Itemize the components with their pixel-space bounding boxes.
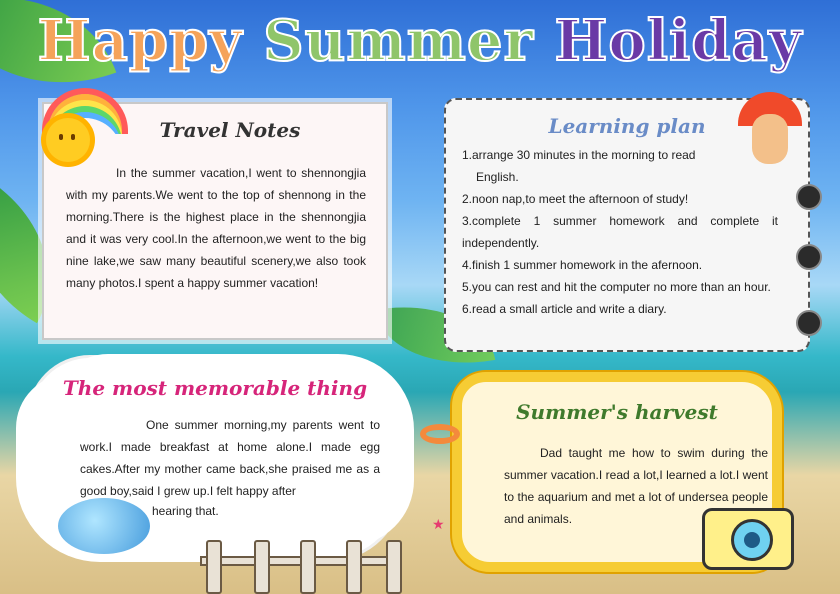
- sun-icon: [46, 118, 90, 162]
- list-item: 4.finish 1 summer homework in the afernoon.: [462, 258, 703, 272]
- fence-post: [300, 540, 316, 594]
- title-word-happy: Happy: [37, 8, 243, 74]
- travel-notes-text: In the summer vacation,I went to shennongjia with my parents.We went to the top of shennong in the morning.There is the highest place in the shennongjia and it was very cool.In the afternoon,we went to the big nine lake,we saw many beautiful scenery,we also took many photos.I spent a happy summer vacation!: [66, 166, 366, 290]
- learning-plan-heading: Learning plan: [548, 114, 706, 138]
- fence-post: [206, 540, 222, 594]
- fence-post: [346, 540, 362, 594]
- starfish-icon: ★: [432, 516, 445, 532]
- fence-post: [386, 540, 402, 594]
- binder-hole: [796, 244, 822, 270]
- travel-notes-panel: [42, 102, 388, 340]
- fence-post: [254, 540, 270, 594]
- memorable-heading: The most memorable thing: [62, 376, 368, 400]
- memorable-last-line: hearing that.: [152, 504, 219, 518]
- list-item: 3.complete 1 summer homework and complete it independently.: [462, 214, 778, 250]
- memorable-text: One summer morning,my parents went to work.I made breakfast at home alone.I made egg cakes.After my mother came back,she praised me as a good boy,said I grew up.I felt happy after: [80, 418, 380, 498]
- list-item: English.: [476, 170, 519, 184]
- title-word-holiday: Holiday: [554, 8, 803, 74]
- learning-plan-list: [462, 144, 778, 320]
- swim-ring-icon: [420, 424, 460, 444]
- harvest-heading: Summer's harvest: [516, 400, 718, 424]
- binder-hole: [796, 184, 822, 210]
- list-item: 6.read a small article and write a diary.: [462, 302, 667, 316]
- surfer-icon: [58, 498, 150, 554]
- list-item: 2.noon nap,to meet the afternoon of study!: [462, 192, 689, 206]
- list-item: 1.arrange 30 minutes in the morning to read: [462, 148, 696, 162]
- list-item: 5.you can rest and hit the computer no more than an hour.: [462, 280, 771, 294]
- harvest-text: Dad taught me how to swim during the summer vacation.I read a lot,I learned a lot.I went to the aquarium and met a lot of undersea people and animals.: [504, 446, 768, 526]
- camera-icon: [702, 508, 794, 570]
- poster-title: [0, 8, 840, 74]
- title-word-summer: Summer: [263, 8, 535, 74]
- girl-icon: [752, 114, 788, 164]
- travel-notes-heading: Travel Notes: [159, 118, 301, 142]
- binder-hole: [796, 310, 822, 336]
